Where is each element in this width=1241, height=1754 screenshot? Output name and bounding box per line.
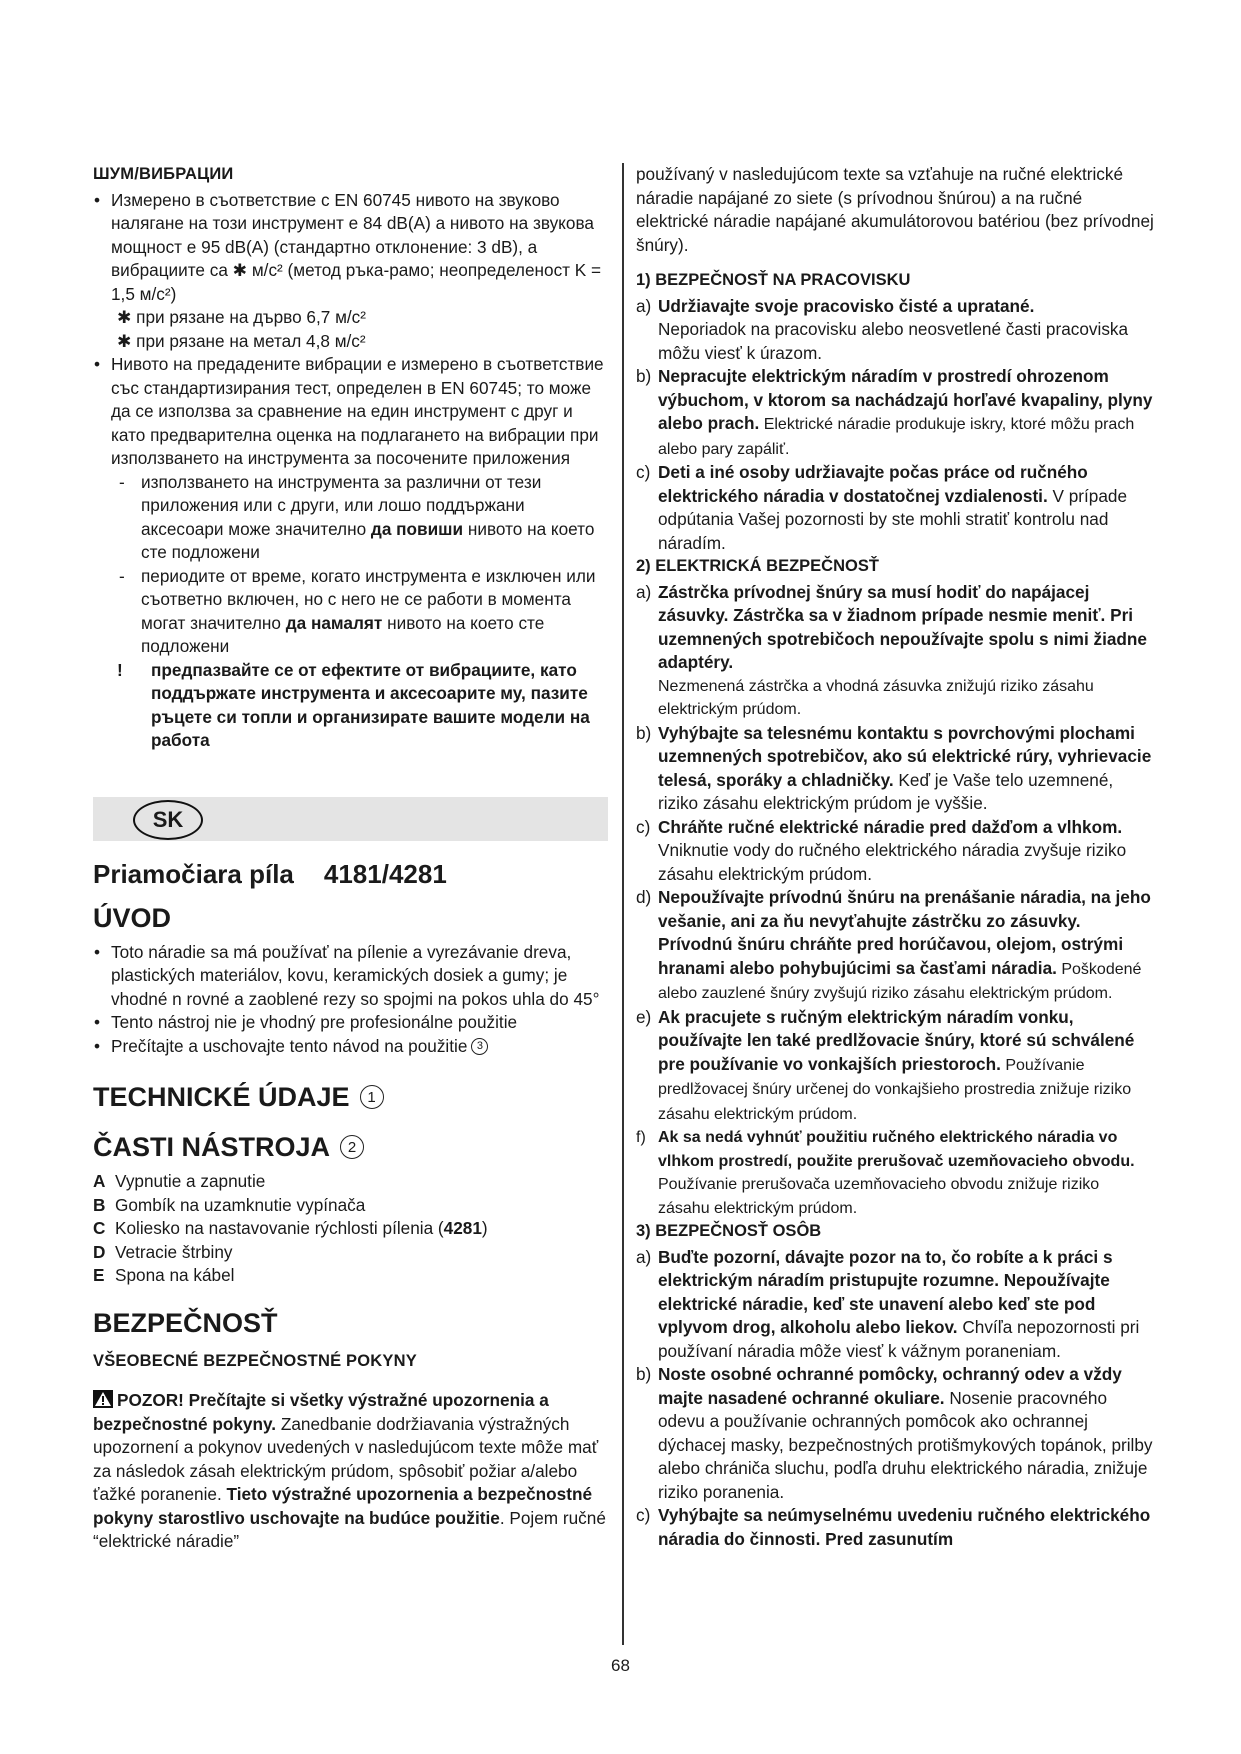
intro-bullet-2: • Tento nástroj nie je vhodný pre profesionálne použitie (93, 1011, 608, 1035)
item-2c: c) Chráňte ručné elektrické náradie pred dažďom a vlhkom. Vniknutie vody do ručného elektrického náradia zvyšuje riziko zásahu elektrickým prúdom. (636, 816, 1127, 884)
left-column (93, 163, 608, 1554)
language-badge: SK (133, 800, 203, 840)
figure-ref-3: 3 (471, 1038, 488, 1055)
noise-dash-1: - използването на инструмента за различни от тези приложения или с други, или лошо поддържани аксесоари може значително да повиши нивото на което сте подложени (117, 471, 608, 565)
part-item: D Vetracie štrbiny (93, 1241, 233, 1262)
item-2a: a) Zástrčka prívodnej šnúry sa musí hodiť do napájacej zásuvky. Zástrčka sa v žiadnom prípade nesmie meniť. Pri uzemnených spotrebičoch nepoužívajte spolu s nimi žiadne adaptéry. Nezmenená zástrčka a vhodná zásuvka znižujú riziko zásahu elektrickým prúdom. (636, 581, 1147, 718)
tech-heading: TECHNICKÉ ÚDAJE 1 (93, 1080, 608, 1114)
right-column (636, 163, 1154, 1551)
noise-bullet-2: • Нивото на предадените вибрации е измерено в съответствие със стандартизирания тест, определен в EN 60745; то може да се използва за сравнение на един инструмент с друг и като предварителна оценка на подлагането на вибрации при използването на инструмента за посочените приложения (93, 353, 608, 471)
vibration-warning: ! предпазвайте се от ефектите от вибрациите, като поддържате инструмента и аксесоарите му, пазите ръцете си топли и организирате вашите модели на работа (117, 659, 590, 750)
noise-metal: ✱ при рязане на метал 4,8 м/с² (117, 330, 366, 351)
general-safety-heading: VŠEOBECNÉ BEZPEČNOSTNÉ POKYNY (93, 1351, 417, 1370)
parts-heading: ČASTI NÁSTROJA 2 (93, 1130, 608, 1164)
section-1-heading: 1) BEZPEČNOSŤ NA PRACOVISKU (636, 271, 911, 289)
product-name: Priamočiara píla (93, 858, 294, 889)
item-1b: b) Nepracujte elektrickým náradím v prostredí ohrozenom výbuchom, v ktorom sa nachádzajú horľavé kvapaliny, plyny alebo prach. Elektrické náradie produkuje iskry, ktoré môžu prach alebo pary zapáliť. (636, 366, 1153, 458)
item-1a: a) Udržiavajte svoje pracovisko čisté a upratané. Neporiadok na pracovisku alebo neosvetlené časti pracoviska môžu viesť k úrazom. (636, 295, 1129, 363)
language-band (93, 797, 608, 841)
noise-heading: ШУМ/ВИБРАЦИИ (93, 165, 234, 183)
intro-bullet-1: • Toto náradie sa má používať na pílenie a vyrezávanie dreva, plastických materiálov, kovu, keramických dosiek a gumy; je vhodné n rovné a zaoblené rezy so spojmi na pokos uhla do 45° (93, 941, 608, 1012)
item-2f: f) Ak sa nedá vyhnúť použitiu ručného elektrického náradia vo vlhkom prostredí, použite prerušovač uzemňovacieho obvodu. Používanie prerušovača uzemňovacieho obvodu znižuje riziko zásahu elektrickým prúdom. (636, 1129, 1135, 1217)
warning-icon (93, 1390, 113, 1408)
safety-heading: BEZPEČNOSŤ (93, 1307, 278, 1338)
part-item: A Vypnutie a zapnutie (93, 1171, 266, 1191)
item-1c: c) Deti a iné osoby udržiavajte počas práce od ručného elektrického náradia v dostatočnej vzdialenosti. V prípade odpútania Vašej pozornosti by ste mohli stratiť kontrolu nad náradím. (636, 462, 1128, 553)
item-2b: b) Vyhýbajte sa telesnému kontaktu s povrchovými plochami uzemnených spotrebičov, ako sú elektrické rúry, vyhrievacie telesá, sporáky a chladničky. Keď je Vaše telo uzemnené, riziko zásahu elektrickým prúdom je vyššie. (636, 722, 1152, 813)
product-model: 4181/4281 (323, 858, 447, 889)
intro-continuation: používaný v nasledujúcom texte sa vzťahuje na ručné elektrické náradie napájané zo siete (s prívodnou šnúrou) a na ručné elektrické náradie napájané akumulátorovou batériou (bez prívodnej šnúry). (636, 164, 1154, 255)
product-title (93, 857, 608, 891)
part-item: C Koliesko na nastavovanie rýchlosti pílenia (4281) (93, 1218, 488, 1238)
section-2-heading: 2) ELEKTRICKÁ BEZPEČNOSŤ (636, 557, 879, 575)
figure-ref-2: 2 (340, 1135, 364, 1159)
figure-ref-1: 1 (360, 1085, 384, 1109)
page-number: 68 (611, 1656, 630, 1675)
item-2d: d) Nepoužívajte prívodnú šnúru na prenášanie náradia, na jeho vešanie, ani za ňu nevyťahujte zástrčku zo zásuvky. Prívodnú šnúru chráňte pred horúčavou, olejom, ostrými hranami alebo pohybujúcimi sa časťami náradia. Poškodené alebo zauzlené šnúry zvyšujú riziko zásahu elektrickým prúdom. (636, 887, 1151, 1002)
noise-wood: ✱ при рязане на дърво 6,7 м/с² (117, 307, 366, 327)
item-3c: c) Vyhýbajte sa neúmyselnému uvedeniu ručného elektrického náradia do činnosti. Pred zasunutím (636, 1505, 1151, 1549)
intro-bullet-3: • Prečítajte a uschovajte tento návod na použitie 3 (93, 1035, 608, 1059)
part-item: B Gombík na uzamknutie vypínača (93, 1194, 366, 1215)
noise-dash-2: - периодите от време, когато инструмента е изключен или съответно включен, но с него не се работи в момента могат значително да намалят нивото на което сте подложени (117, 565, 608, 659)
intro-heading: ÚVOD (93, 902, 172, 933)
general-warning: POZOR! Prečítajte si všetky výstražné upozornenia a bezpečnostné pokyny. Zanedbanie dodržiavania výstražných upozornení a pokynov uvedených v nasledujúcom texte môže mať za následok zásah elektrickým prúdom, spôsobiť požiar a/alebo ťažké poranenie. Tieto výstražné upozornenia a bezpečnostné pokyny starostlivo uschovajte na budúce použitie. Pojem ručné “elektrické náradie” (93, 1390, 606, 1551)
column-divider (622, 163, 624, 1645)
item-3b: b) Noste osobné ochranné pomôcky, ochranný odev a vždy majte nasadené ochranné okuliare. Nosenie pracovného odevu a používanie ochranných pomôcok ako ochrannej dýchacej masky, bezpečnostných protišmykových topánok, prilby alebo chrániča sluchu, podľa druhu elektrického náradia, znižuje riziko poranenia. (636, 1364, 1153, 1502)
noise-bullet-1: • Измерено в съответствие с EN 60745 нивото на звуково налягане на този инструмент е 84 dB(A) а нивото на звукова мощност е 95 dB(A) (стандартно отклонение: 3 dB), а вибрациите са ✱ м/с² (метод ръка-рамо; неопределеност K = 1,5 м/с²) (93, 189, 608, 307)
section-3-heading: 3) BEZPEČNOSŤ OSÔB (636, 1222, 822, 1240)
parts-list (93, 1170, 608, 1288)
part-item: E Spona na kábel (93, 1265, 235, 1285)
item-2e: e) Ak pracujete s ručným elektrickým náradím vonku, používajte len také predlžovacie šnúry, ktoré sú schválené pre používanie vo vonkajších priestoroch. Používanie predlžovacej šnúry určenej do vonkajšieho prostredia znižuje riziko zásahu elektrickým prúdom. (636, 1006, 1135, 1123)
item-3a: a) Buďte pozorní, dávajte pozor na to, čo robíte a k práci s elektrickým náradím pristupujte rozumne. Nepoužívajte elektrické náradie, keď ste unavení alebo keď ste pod vplyvom drog, alkoholu alebo liekov. Chvíľa nepozornosti pri používaní náradia môže viesť k vážnym poraneniam. (636, 1246, 1140, 1361)
